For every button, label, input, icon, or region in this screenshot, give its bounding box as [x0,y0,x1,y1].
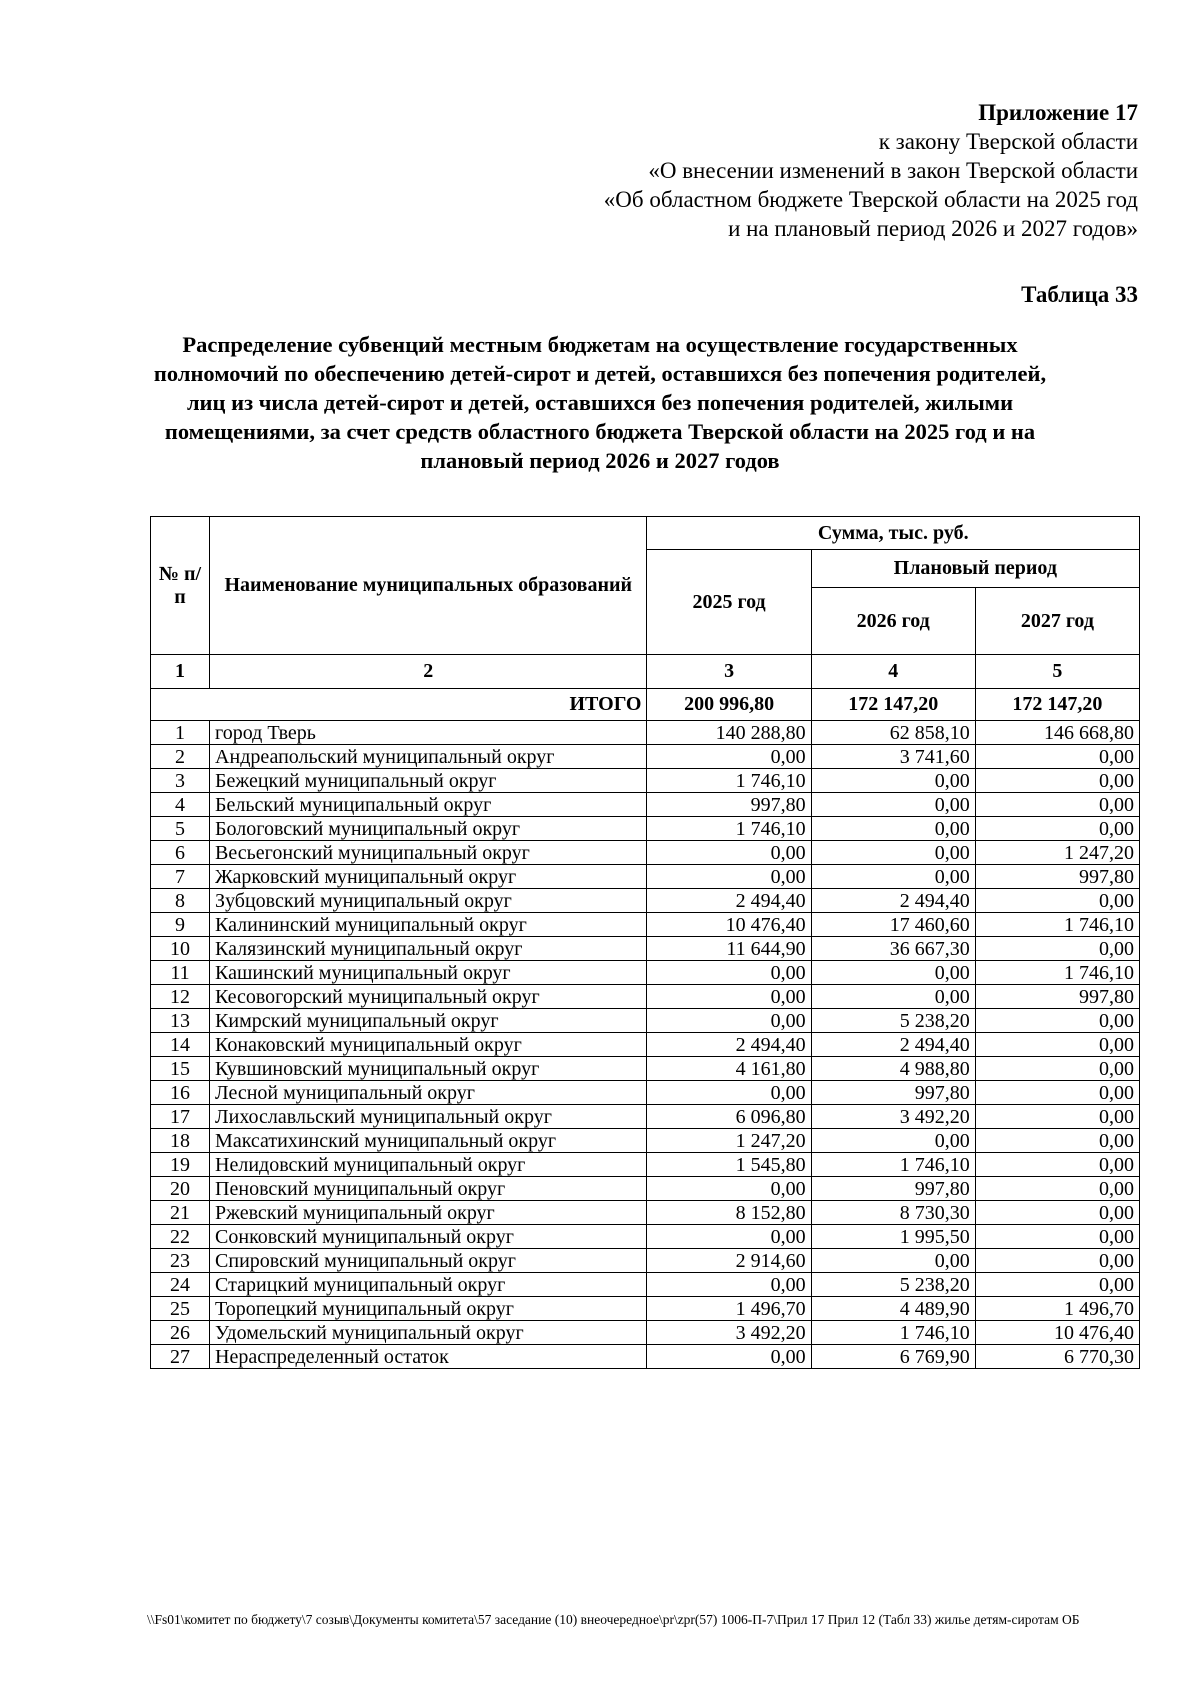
row-number: 2 [151,745,210,769]
row-value-2027: 0,00 [975,1153,1139,1177]
row-value-2025: 10 476,40 [647,913,811,937]
row-value-2025: 1 746,10 [647,817,811,841]
row-value-2025: 0,00 [647,865,811,889]
col-header-plan-period: Плановый период [811,550,1139,588]
row-number: 26 [151,1321,210,1345]
row-value-2025: 0,00 [647,1009,811,1033]
row-value-2026: 1 746,10 [811,1321,975,1345]
row-number: 17 [151,1105,210,1129]
col-header-number: № п/п [151,517,210,655]
row-value-2025: 8 152,80 [647,1201,811,1225]
row-value-2026: 8 730,30 [811,1201,975,1225]
total-2025: 200 996,80 [647,689,811,721]
row-value-2027: 0,00 [975,1033,1139,1057]
row-municipality: Удомельский муниципальный округ [210,1321,647,1345]
row-municipality: Андреапольский муниципальный округ [210,745,647,769]
row-municipality: Конаковский муниципальный округ [210,1033,647,1057]
row-municipality: Калязинский муниципальный округ [210,937,647,961]
row-value-2026: 0,00 [811,985,975,1009]
row-municipality: Жарковский муниципальный округ [210,865,647,889]
row-municipality: Зубцовский муниципальный округ [210,889,647,913]
row-municipality: Ржевский муниципальный округ [210,1201,647,1225]
row-number: 20 [151,1177,210,1201]
table-row [151,1273,1140,1297]
column-number: 4 [811,655,975,689]
row-value-2026: 997,80 [811,1177,975,1201]
row-value-2027: 997,80 [975,985,1139,1009]
row-number: 1 [151,721,210,745]
row-value-2027: 0,00 [975,745,1139,769]
row-number: 21 [151,1201,210,1225]
row-value-2025: 3 492,20 [647,1321,811,1345]
table-row [151,1297,1140,1321]
table-row [151,1321,1140,1345]
row-value-2025: 1 496,70 [647,1297,811,1321]
row-number: 16 [151,1081,210,1105]
row-municipality: Нераспределенный остаток [210,1345,647,1369]
row-value-2026: 0,00 [811,841,975,865]
total-label: ИТОГО [151,689,647,721]
table-row [151,817,1140,841]
row-number: 10 [151,937,210,961]
row-number: 4 [151,793,210,817]
row-value-2027: 0,00 [975,937,1139,961]
table-row [151,1153,1140,1177]
row-municipality: Старицкий муниципальный округ [210,1273,647,1297]
table-row [151,793,1140,817]
row-value-2025: 0,00 [647,841,811,865]
row-number: 23 [151,1249,210,1273]
row-value-2026: 1 995,50 [811,1225,975,1249]
row-municipality: Кувшиновский муниципальный округ [210,1057,647,1081]
row-number: 22 [151,1225,210,1249]
column-number: 2 [210,655,647,689]
table-row [151,985,1140,1009]
table-row [151,745,1140,769]
table-row [151,721,1140,745]
table-row [151,913,1140,937]
row-value-2026: 3 741,60 [811,745,975,769]
row-value-2027: 0,00 [975,793,1139,817]
table-row [151,1105,1140,1129]
appendix-header [604,98,1138,243]
row-value-2025: 0,00 [647,1345,811,1369]
table-label: Таблица 33 [1021,282,1138,307]
row-municipality: Бельский муниципальный округ [210,793,647,817]
table-row [151,1177,1140,1201]
column-number: 1 [151,655,210,689]
row-value-2027: 0,00 [975,1249,1139,1273]
col-header-2027: 2027 год [975,588,1139,655]
row-value-2027: 0,00 [975,817,1139,841]
row-value-2026: 4 988,80 [811,1057,975,1081]
row-value-2026: 2 494,40 [811,1033,975,1057]
row-value-2027: 0,00 [975,1201,1139,1225]
row-number: 27 [151,1345,210,1369]
row-value-2027: 997,80 [975,865,1139,889]
table-row [151,937,1140,961]
row-value-2027: 0,00 [975,1177,1139,1201]
col-header-2025: 2025 год [647,550,811,655]
row-number: 14 [151,1033,210,1057]
row-value-2027: 0,00 [975,1057,1139,1081]
row-municipality: Нелидовский муниципальный округ [210,1153,647,1177]
appendix-line-3: «Об областном бюджете Тверской области на 2025 год [603,187,1138,212]
row-value-2027: 1 247,20 [975,841,1139,865]
row-value-2025: 0,00 [647,1081,811,1105]
row-value-2026: 3 492,20 [811,1105,975,1129]
row-municipality: город Тверь [210,721,647,745]
row-value-2025: 4 161,80 [647,1057,811,1081]
row-value-2027: 0,00 [975,1009,1139,1033]
row-value-2027: 0,00 [975,1129,1139,1153]
row-value-2026: 0,00 [811,1129,975,1153]
row-number: 15 [151,1057,210,1081]
row-value-2025: 0,00 [647,1273,811,1297]
table-row [151,889,1140,913]
row-value-2025: 0,00 [647,1225,811,1249]
row-value-2027: 0,00 [975,889,1139,913]
table-row [151,1081,1140,1105]
table-row [151,1009,1140,1033]
row-number: 12 [151,985,210,1009]
row-value-2026: 62 858,10 [811,721,975,745]
row-number: 3 [151,769,210,793]
total-2027: 172 147,20 [975,689,1139,721]
row-number: 8 [151,889,210,913]
row-value-2025: 2 914,60 [647,1249,811,1273]
row-value-2026: 0,00 [811,769,975,793]
row-municipality: Пеновский муниципальный округ [210,1177,647,1201]
col-header-name: Наименование муниципальных образований [210,517,647,655]
row-value-2027: 0,00 [975,1081,1139,1105]
total-2026: 172 147,20 [811,689,975,721]
table-row [151,1129,1140,1153]
total-row [151,689,1140,721]
row-municipality: Спировский муниципальный округ [210,1249,647,1273]
row-value-2025: 140 288,80 [647,721,811,745]
row-number: 7 [151,865,210,889]
table-row [151,769,1140,793]
table-row [151,1057,1140,1081]
appendix-title: Приложение 17 [978,100,1138,125]
row-value-2026: 5 238,20 [811,1009,975,1033]
table-row [151,1345,1140,1369]
appendix-line-4: и на плановый период 2026 и 2027 годов» [728,216,1138,241]
row-municipality: Торопецкий муниципальный округ [210,1297,647,1321]
row-municipality: Бежецкий муниципальный округ [210,769,647,793]
row-value-2026: 6 769,90 [811,1345,975,1369]
row-value-2025: 1 545,80 [647,1153,811,1177]
column-number: 5 [975,655,1139,689]
table-row [151,865,1140,889]
row-value-2027: 0,00 [975,1225,1139,1249]
row-municipality: Кашинский муниципальный округ [210,961,647,985]
row-municipality: Калининский муниципальный округ [210,913,647,937]
row-value-2027: 6 770,30 [975,1345,1139,1369]
row-value-2026: 0,00 [811,817,975,841]
row-value-2027: 10 476,40 [975,1321,1139,1345]
row-municipality: Кимрский муниципальный округ [210,1009,647,1033]
table-row [151,1033,1140,1057]
row-value-2026: 1 746,10 [811,1153,975,1177]
appendix-line-1: к закону Тверской области [878,129,1138,154]
column-number-row [151,655,1140,689]
table-row [151,1249,1140,1273]
row-value-2026: 0,00 [811,1249,975,1273]
row-value-2027: 1 746,10 [975,961,1139,985]
row-value-2025: 2 494,40 [647,1033,811,1057]
row-value-2026: 5 238,20 [811,1273,975,1297]
row-municipality: Кесовогорский муниципальный округ [210,985,647,1009]
column-number: 3 [647,655,811,689]
row-value-2025: 2 494,40 [647,889,811,913]
table-row [151,841,1140,865]
row-value-2027: 1 496,70 [975,1297,1139,1321]
table-row [151,961,1140,985]
row-number: 18 [151,1129,210,1153]
row-value-2025: 1 247,20 [647,1129,811,1153]
row-municipality: Сонковский муниципальный округ [210,1225,647,1249]
table-row [151,1201,1140,1225]
row-value-2027: 0,00 [975,769,1139,793]
row-value-2026: 0,00 [811,865,975,889]
row-number: 24 [151,1273,210,1297]
row-value-2025: 0,00 [647,961,811,985]
row-value-2026: 17 460,60 [811,913,975,937]
row-municipality: Весьегонский муниципальный округ [210,841,647,865]
row-value-2025: 0,00 [647,745,811,769]
row-value-2025: 997,80 [647,793,811,817]
subvention-table [150,516,1140,1369]
row-number: 5 [151,817,210,841]
row-value-2027: 146 668,80 [975,721,1139,745]
row-value-2026: 997,80 [811,1081,975,1105]
row-number: 11 [151,961,210,985]
row-number: 13 [151,1009,210,1033]
row-value-2025: 1 746,10 [647,769,811,793]
file-path-footer: \\Fs01\комитет по бюджету\7 созыв\Документы комитета\57 заседание (10) внеочередное\pr\zpr(57) 1006-П-7\Прил 17 Прил 12 (Табл 33) жилье детям-сиротам ОБ [147,1612,1080,1627]
row-municipality: Максатихинский муниципальный округ [210,1129,647,1153]
row-value-2026: 4 489,90 [811,1297,975,1321]
row-value-2025: 6 096,80 [647,1105,811,1129]
row-value-2026: 2 494,40 [811,889,975,913]
table-body [151,655,1140,1369]
row-value-2027: 0,00 [975,1105,1139,1129]
col-header-2026: 2026 год [811,588,975,655]
row-value-2025: 0,00 [647,985,811,1009]
row-value-2025: 0,00 [647,1177,811,1201]
row-value-2027: 1 746,10 [975,913,1139,937]
row-value-2026: 0,00 [811,793,975,817]
row-number: 25 [151,1297,210,1321]
row-value-2026: 0,00 [811,961,975,985]
row-value-2026: 36 667,30 [811,937,975,961]
row-value-2025: 11 644,90 [647,937,811,961]
col-header-sum: Сумма, тыс. руб. [647,517,1140,550]
document-title: Распределение субвенций местным бюджетам на осуществление государственных полномочий по обеспечению детей-сирот и детей, оставшихся без попечения родителей, лиц из числа детей-сирот и детей, оставшихся без попечения родителей, жилыми помещениями, за счет средств областного бюджета Тверской области на 2025 год и на плановый период 2026 и 2027 годов [153,332,1047,473]
row-municipality: Бологовский муниципальный округ [210,817,647,841]
row-number: 6 [151,841,210,865]
row-municipality: Лесной муниципальный округ [210,1081,647,1105]
row-municipality: Лихославльский муниципальный округ [210,1105,647,1129]
table-row [151,1225,1140,1249]
row-number: 9 [151,913,210,937]
row-number: 19 [151,1153,210,1177]
appendix-line-2: «О внесении изменений в закон Тверской области [648,158,1138,183]
row-value-2027: 0,00 [975,1273,1139,1297]
